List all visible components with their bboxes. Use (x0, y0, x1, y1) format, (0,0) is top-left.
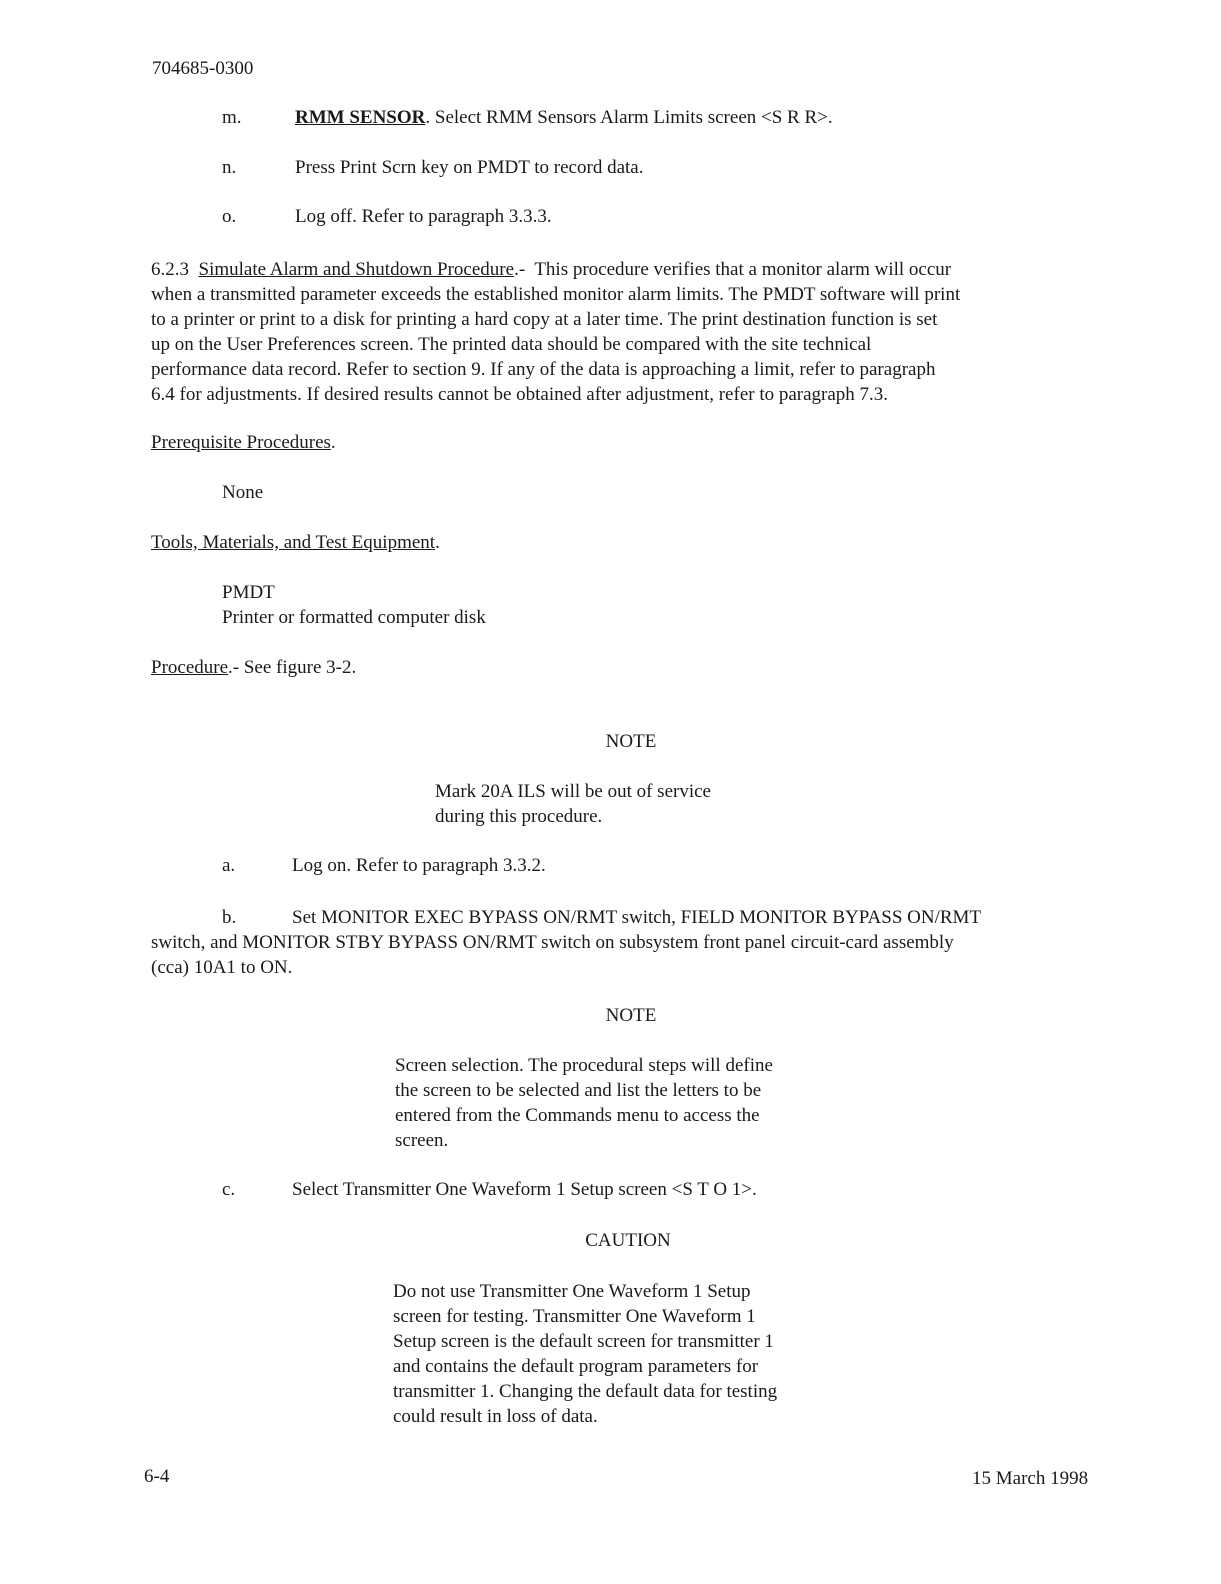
note1-line-1: Mark 20A ILS will be out of service (435, 781, 711, 802)
tools-item-1: PMDT (222, 582, 275, 603)
caution-line-2: screen for testing. Transmitter One Waveform 1 (393, 1306, 756, 1327)
note1-title: NOTE (605, 731, 657, 752)
caution-line-3: Setup screen is the default screen for transmitter 1 (393, 1331, 774, 1352)
tools-heading-suffix: . (435, 532, 440, 553)
step-b-line-3: (cca) 10A1 to ON. (151, 957, 293, 978)
section-body-line-4: up on the User Preferences screen. The printed data should be compared with the site technical (151, 334, 872, 355)
page-number: 6-4 (144, 1466, 170, 1487)
step-m-letter: m. (222, 107, 242, 128)
step-b-letter: b. (222, 907, 237, 928)
procedure-heading: Procedure (151, 657, 229, 678)
section-body-line-3: to a printer or print to a disk for printing a hard copy at a later time. The print destination function is set (151, 309, 938, 330)
step-b-line-1: Set MONITOR EXEC BYPASS ON/RMT switch, FIELD MONITOR BYPASS ON/RMT (292, 907, 982, 928)
document-number: 704685-0300 (152, 58, 254, 79)
note2-line-1: Screen selection. The procedural steps will define (395, 1055, 773, 1076)
section-title: Simulate Alarm and Shutdown Procedure (198, 259, 515, 280)
caution-line-4: and contains the default program parameters for (393, 1356, 759, 1377)
step-c-letter: c. (222, 1179, 236, 1200)
section-body-line-6: 6.4 for adjustments. If desired results cannot be obtained after adjustment, refer to paragraph 7.3. (151, 384, 889, 405)
step-b-line-2: switch, and MONITOR STBY BYPASS ON/RMT switch on subsystem front panel circuit-card assembly (151, 932, 954, 953)
note2-line-2: the screen to be selected and list the letters to be (395, 1080, 762, 1101)
section-body-line-1: This procedure verifies that a monitor alarm will occur (534, 259, 952, 280)
note2-title: NOTE (605, 1005, 657, 1026)
prereq-heading (151, 430, 336, 455)
step-a-letter: a. (222, 855, 236, 876)
caution-line-5: transmitter 1. Changing the default data for testing (393, 1381, 778, 1402)
step-o-letter: o. (222, 206, 237, 227)
section-first-line (151, 257, 1111, 282)
procedure-line (151, 655, 356, 680)
tools-item-2: Printer or formatted computer disk (222, 607, 486, 628)
prereq-item: None (222, 482, 264, 503)
step-m-bold-label: RMM SENSOR (295, 107, 426, 128)
section-body-line-5: performance data record. Refer to section 9. If any of the data is approaching a limit, refer to paragraph (151, 359, 936, 380)
caution-line-1: Do not use Transmitter One Waveform 1 Setup (393, 1281, 751, 1302)
section-body-line-2: when a transmitted parameter exceeds the established monitor alarm limits. The PMDT software will print (151, 284, 961, 305)
step-n-letter: n. (222, 157, 237, 178)
note2-line-4: screen. (395, 1130, 449, 1151)
section-paragraph (151, 257, 1111, 407)
procedure-text: .- See figure 3-2. (228, 657, 357, 678)
footer-date: 15 March 1998 (972, 1468, 1089, 1489)
caution-line-6: could result in loss of data. (393, 1406, 598, 1427)
note2-line-3: entered from the Commands menu to access the (395, 1105, 760, 1126)
note1-line-2: during this procedure. (435, 806, 603, 827)
tools-heading-text: Tools, Materials, and Test Equipment (151, 532, 436, 553)
tools-heading (151, 530, 440, 555)
step-a-text: Log on. Refer to paragraph 3.3.2. (292, 855, 546, 876)
section-title-suffix: .- (514, 259, 526, 280)
step-n-text: Press Print Scrn key on PMDT to record data. (295, 157, 644, 178)
section-number: 6.2.3 (151, 259, 189, 280)
step-m (295, 105, 833, 130)
prereq-heading-text: Prerequisite Procedures (151, 432, 331, 453)
step-c-text: Select Transmitter One Waveform 1 Setup screen <S T O 1>. (292, 1179, 757, 1200)
step-m-text: . Select RMM Sensors Alarm Limits screen <S R R>. (425, 107, 833, 128)
caution-title: CAUTION (585, 1230, 671, 1251)
prereq-heading-suffix: . (330, 432, 336, 453)
step-o-text: Log off. Refer to paragraph 3.3.3. (295, 206, 552, 227)
